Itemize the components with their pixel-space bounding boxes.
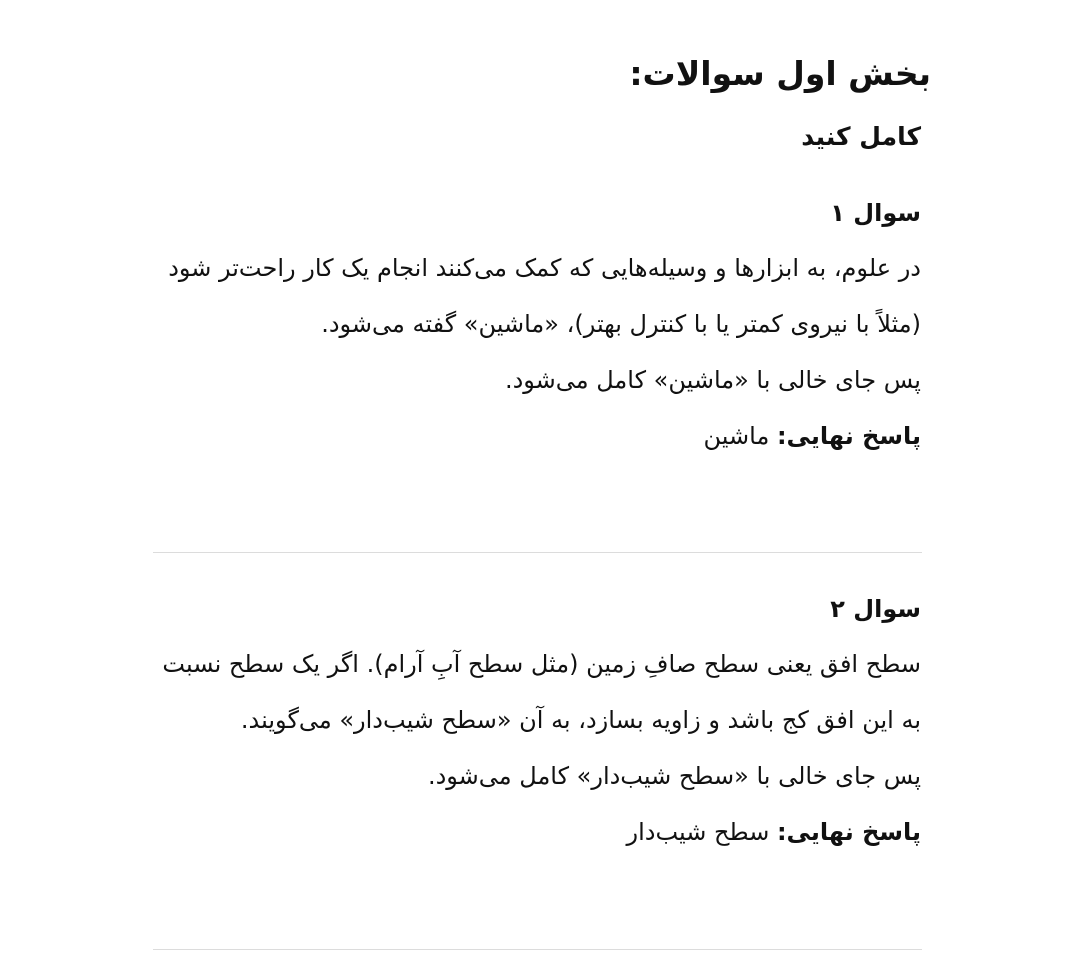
question-fill-text: پس جای خالی با «ماشین» کامل می‌شود. <box>504 366 921 394</box>
final-answer-label: پاسخ نهایی: <box>776 422 921 450</box>
question-body: در علوم، به ابزارها و وسیله‌هایی که کمک می‌کنند انجام یک کار راحت‌تر شود (مثلاً با نیروی کمتر یا با کنترل بهتر)، «ماشین» گفته می‌شود. <box>168 254 921 338</box>
section-title: بخش اول سوالات: <box>629 54 931 93</box>
question-block <box>151 192 921 464</box>
final-answer <box>151 804 921 860</box>
final-answer <box>151 408 921 464</box>
divider <box>153 949 922 950</box>
question-block <box>151 588 921 860</box>
final-answer-label: پاسخ نهایی: <box>776 818 921 846</box>
question-title: سوال ۲ <box>830 595 921 623</box>
section-subtitle: کامل کنید <box>801 122 921 151</box>
final-answer-value: سطح شیب‌دار <box>626 818 770 846</box>
question-body: سطح افق یعنی سطح صافِ زمین (مثل سطح آبِ آرام). اگر یک سطح نسبت به این افق کج باشد و زاویه بسازد، به آن «سطح شیب‌دار» می‌گویند. <box>162 650 921 734</box>
final-answer-value: ماشین <box>703 422 770 450</box>
question-fill-text: پس جای خالی با «سطح شیب‌دار» کامل می‌شود. <box>427 762 921 790</box>
divider <box>153 552 922 553</box>
question-title: سوال ۱ <box>830 199 921 227</box>
